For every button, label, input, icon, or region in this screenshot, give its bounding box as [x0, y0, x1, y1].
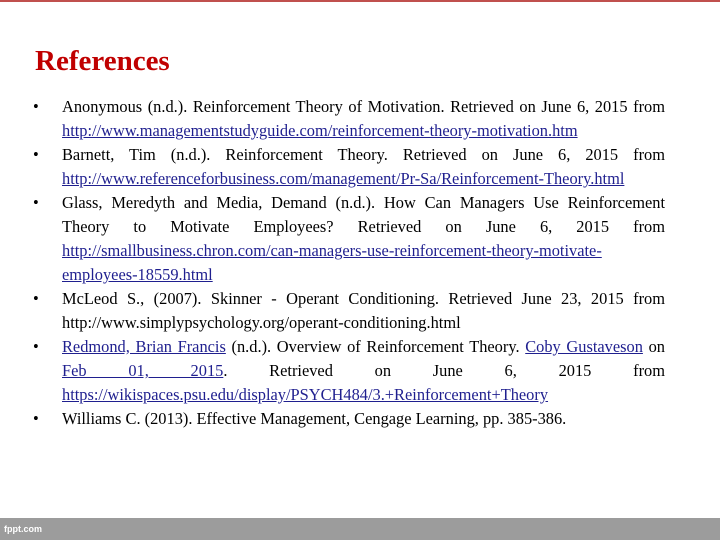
reference-link[interactable]: http://smallbusiness.chron.com/can-managers-use-reinforcement-theory-motivate-employees-18559.html: [62, 241, 602, 284]
bullet-icon: •: [33, 97, 39, 116]
reference-link[interactable]: http://www.referenceforbusiness.com/management/Pr-Sa/Reinforcement-Theory.html: [62, 169, 625, 188]
list-item: [33, 143, 665, 191]
page-title: References: [35, 45, 170, 77]
footer-bar: [0, 518, 720, 540]
list-item: [33, 287, 665, 335]
editor-link[interactable]: Coby Gustaveson: [525, 337, 643, 356]
bullet-icon: •: [33, 337, 39, 356]
bullet-icon: •: [33, 145, 39, 164]
reference-text: Anonymous (n.d.). Reinforcement Theory of Motivation. Retrieved on June 6, 2015 from: [62, 97, 665, 116]
reference-link[interactable]: https://wikispaces.psu.edu/display/PSYCH484/3.+Reinforcement+Theory: [62, 385, 549, 404]
reference-text: Barnett, Tim (n.d.). Reinforcement Theory. Retrieved on June 6, 2015 from: [62, 145, 665, 164]
top-divider: [0, 0, 720, 2]
reference-text: on: [642, 337, 665, 356]
bullet-icon: •: [33, 409, 39, 428]
reference-text: Williams C. (2013). Effective Management, Cengage Learning, pp. 385-386.: [62, 409, 567, 428]
list-item: [33, 95, 665, 143]
bullet-icon: •: [33, 289, 39, 308]
footer-logo: fppt.com: [4, 524, 42, 534]
bullet-icon: •: [33, 193, 39, 212]
reference-text: Glass, Meredyth and Media, Demand (n.d.). How Can Managers Use Reinforcement Theory to Motivate Employees? Retrieved on June 6, 2015 from: [62, 193, 665, 236]
reference-list: [33, 95, 665, 431]
list-item: [33, 335, 665, 407]
date-link[interactable]: Feb 01, 2015: [62, 361, 224, 380]
author-link[interactable]: Redmond, Brian Francis: [62, 337, 226, 356]
reference-link[interactable]: http://www.managementstudyguide.com/reinforcement-theory-motivation.htm: [62, 121, 578, 140]
reference-text: (n.d.). Overview of Reinforcement Theory.: [225, 337, 526, 356]
list-item: [33, 407, 665, 431]
reference-text: . Retrieved on June 6, 2015 from: [223, 361, 665, 380]
reference-text: McLeod S., (2007). Skinner - Operant Conditioning. Retrieved June 23, 2015 from http://www.simplypsychology.org/operant-conditioning.html: [62, 289, 665, 332]
list-item: [33, 191, 665, 287]
